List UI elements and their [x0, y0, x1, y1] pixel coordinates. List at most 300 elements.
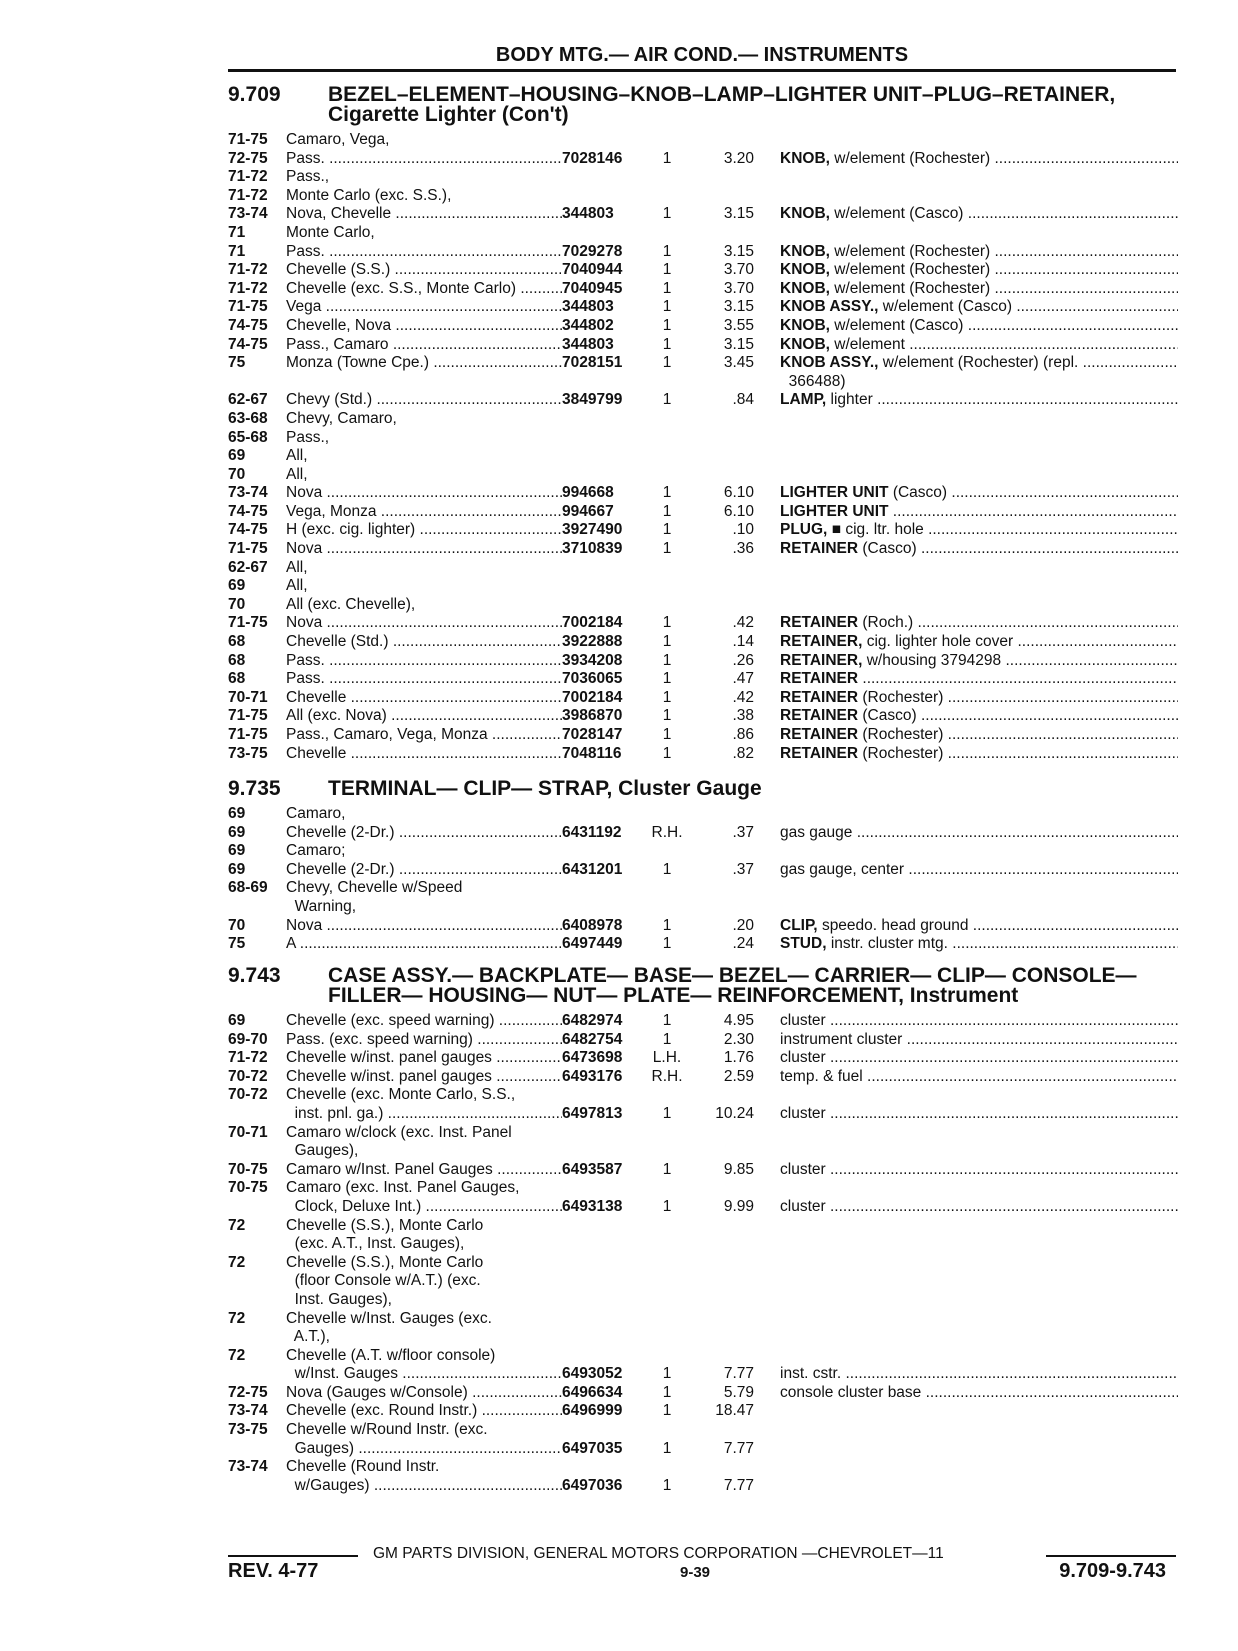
- application: Nova .....: [286, 540, 562, 559]
- part-detail: gas gauge, center: [780, 860, 905, 878]
- description: [780, 1161, 1178, 1180]
- price: .84: [732, 391, 754, 409]
- part-row: [228, 1124, 1178, 1143]
- part-row: [228, 429, 1178, 448]
- part-row: [228, 745, 1178, 764]
- model-years: 69: [228, 447, 246, 465]
- price: 3.45: [723, 354, 754, 372]
- price: 6.10: [723, 502, 754, 520]
- part-number: 7028151: [562, 354, 623, 372]
- part-number: [562, 1142, 648, 1161]
- application: Clock, Deluxe Int.) .....: [286, 1198, 562, 1217]
- part-detail: w/element (Casco): [834, 205, 964, 223]
- description: [780, 391, 1178, 410]
- part-row: [228, 1179, 1178, 1198]
- part-detail: w/element (Rochester): [834, 149, 991, 167]
- quantity: [648, 1347, 686, 1366]
- part-number: 344803: [562, 335, 614, 353]
- model-years: 74-75: [228, 521, 268, 539]
- part-number: 3849799: [562, 391, 623, 409]
- part-number: [562, 898, 648, 917]
- application: Camaro, Vega,: [286, 131, 390, 148]
- part-detail: cluster: [780, 1012, 826, 1029]
- model-years: 68-69: [228, 879, 268, 897]
- part-name: KNOB,: [780, 316, 830, 334]
- application: inst. pnl. ga.) .....: [286, 1105, 562, 1124]
- part-row: [228, 805, 1178, 824]
- quantity: [648, 1217, 686, 1236]
- section-9709: [228, 85, 1178, 763]
- model-years: 74-75: [228, 316, 268, 334]
- model-years: 70-72: [228, 1067, 268, 1085]
- part-number: [562, 1124, 648, 1143]
- part-row: [228, 726, 1178, 745]
- description: [780, 447, 1178, 466]
- price: .42: [732, 614, 754, 632]
- part-row: [228, 205, 1178, 224]
- description: [780, 1086, 1178, 1105]
- description: [780, 559, 1178, 578]
- description: [780, 521, 1178, 540]
- part-row: [228, 521, 1178, 540]
- price: 18.47: [715, 1402, 754, 1420]
- quantity: [648, 1086, 686, 1105]
- part-number: 7002184: [562, 614, 623, 632]
- part-number: 6497449: [562, 935, 623, 953]
- quantity: [648, 224, 686, 243]
- description: [780, 1347, 1178, 1366]
- part-row: [228, 280, 1178, 299]
- part-name: RETAINER: [780, 707, 859, 725]
- part-number: 6431201: [562, 860, 623, 878]
- quantity: 1: [662, 1383, 672, 1401]
- quantity: [648, 898, 686, 917]
- part-number: 7040945: [562, 279, 623, 297]
- description: [780, 1458, 1178, 1477]
- part-row: [228, 707, 1178, 726]
- price: [686, 596, 754, 615]
- application: All,: [286, 558, 308, 576]
- description: [780, 1402, 1178, 1421]
- application: Chevelle w/Inst. Gauges (exc.: [286, 1309, 492, 1327]
- part-name: KNOB ASSY.,: [780, 298, 879, 316]
- model-years: 72: [228, 1216, 246, 1234]
- part-detail: (Rochester): [862, 744, 944, 762]
- quantity: [648, 168, 686, 187]
- part-row: [228, 131, 1178, 150]
- description: [780, 373, 1178, 392]
- part-name: CLIP,: [780, 916, 818, 934]
- part-row: [228, 1068, 1178, 1087]
- part-detail: inst. cstr.: [780, 1365, 842, 1383]
- part-detail: w/element (Casco): [882, 298, 1013, 316]
- part-name: PLUG,: [780, 521, 828, 539]
- part-row: [228, 168, 1178, 187]
- part-name: RETAINER: [780, 726, 859, 743]
- price: 3.15: [723, 335, 754, 353]
- part-row: [228, 1105, 1178, 1124]
- model-years: 69: [228, 823, 246, 841]
- part-row: [228, 336, 1178, 355]
- price: .36: [732, 540, 754, 558]
- price: 3.15: [723, 298, 754, 316]
- price: [686, 1235, 754, 1254]
- part-number: [562, 879, 648, 898]
- part-row: [228, 1049, 1178, 1068]
- part-row: [228, 1328, 1178, 1347]
- quantity: [648, 429, 686, 448]
- part-number: [562, 1458, 648, 1477]
- application: Pass., Camaro .....: [286, 336, 562, 355]
- application: All,: [286, 465, 308, 483]
- description: [780, 336, 1178, 355]
- price: .42: [732, 688, 754, 706]
- description: [780, 1012, 1178, 1031]
- quantity: [648, 1291, 686, 1310]
- part-row: [228, 503, 1178, 522]
- quantity: [648, 1142, 686, 1161]
- section-9735: [228, 779, 1178, 954]
- price: [686, 1124, 754, 1143]
- part-number: [562, 805, 648, 824]
- description: [780, 1235, 1178, 1254]
- application: Chevelle (S.S.), Monte Carlo: [286, 1253, 484, 1271]
- model-years: 72: [228, 1309, 246, 1327]
- price: [686, 429, 754, 448]
- price: .14: [732, 633, 754, 651]
- part-row: [228, 842, 1178, 861]
- price: .20: [732, 916, 754, 934]
- application: Chevelle (Round Instr.: [286, 1458, 440, 1476]
- model-years: 73-75: [228, 1421, 268, 1439]
- description: [780, 466, 1178, 485]
- model-years: 69: [228, 577, 246, 595]
- part-name: RETAINER: [780, 688, 859, 706]
- part-row: [228, 652, 1178, 671]
- quantity: L.H.: [652, 1049, 682, 1067]
- model-years: 71: [228, 242, 246, 260]
- price: [686, 1421, 754, 1440]
- part-detail: (Casco): [862, 707, 917, 725]
- model-years: [228, 1272, 286, 1291]
- quantity: 1: [662, 744, 672, 762]
- part-number: 6497813: [562, 1104, 623, 1122]
- quantity: 1: [662, 633, 672, 651]
- price: 10.24: [715, 1104, 754, 1122]
- price: [686, 1254, 754, 1273]
- application: Inst. Gauges),: [286, 1290, 392, 1308]
- section-title: [228, 966, 1178, 1006]
- description: [780, 670, 1178, 689]
- part-name: KNOB,: [780, 279, 830, 297]
- part-row: [228, 1477, 1178, 1496]
- description: [780, 243, 1178, 262]
- application: Vega .....: [286, 298, 562, 317]
- application: Chevelle (2-Dr.) .....: [286, 824, 562, 843]
- part-row: [228, 633, 1178, 652]
- model-years: [228, 898, 286, 917]
- application: Camaro,: [286, 805, 346, 822]
- model-years: 71-72: [228, 1049, 268, 1067]
- part-number: [562, 1310, 648, 1329]
- part-row: [228, 1421, 1178, 1440]
- price: 3.70: [723, 279, 754, 297]
- quantity: 1: [662, 540, 672, 558]
- description: [780, 224, 1178, 243]
- price: [686, 1310, 754, 1329]
- application: Chevelle (Std.) .....: [286, 633, 562, 652]
- model-years: 71: [228, 223, 246, 241]
- description: [780, 917, 1178, 936]
- quantity: 1: [662, 1030, 672, 1048]
- part-detail: w/element (Rochester) (repl.: [882, 354, 1079, 372]
- part-number: 6497036: [562, 1476, 623, 1494]
- model-years: 73-75: [228, 744, 268, 762]
- description: [780, 614, 1178, 633]
- application: Camaro w/clock (exc. Inst. Panel: [286, 1123, 512, 1141]
- application: Camaro w/Inst. Panel Gauges .....: [286, 1161, 562, 1180]
- part-row: [228, 1365, 1178, 1384]
- part-number: 6497035: [562, 1439, 623, 1457]
- application: Nova (Gauges w/Console) .....: [286, 1384, 562, 1403]
- application: Chevelle (S.S.) .....: [286, 261, 562, 280]
- part-name: RETAINER,: [780, 651, 863, 669]
- part-name: RETAINER,: [780, 633, 863, 651]
- part-row: [228, 1161, 1178, 1180]
- model-years: 70: [228, 916, 246, 934]
- quantity: [648, 1458, 686, 1477]
- quantity: 1: [662, 502, 672, 520]
- description: [780, 1254, 1178, 1273]
- application: Chevelle, Nova .....: [286, 317, 562, 336]
- application: (floor Console w/A.T.) (exc.: [286, 1272, 481, 1290]
- part-row: [228, 917, 1178, 936]
- price: 7.77: [723, 1439, 754, 1457]
- model-years: [228, 1477, 286, 1496]
- description: [780, 1198, 1178, 1217]
- part-detail: gas gauge: [780, 823, 853, 841]
- application: Monza (Towne Cpe.) .....: [286, 354, 562, 373]
- section-9743: [228, 966, 1178, 1495]
- part-number: 6482974: [562, 1012, 623, 1029]
- part-number: [562, 1291, 648, 1310]
- model-years: 71-72: [228, 279, 268, 297]
- part-row: [228, 261, 1178, 280]
- part-detail: cluster: [780, 1197, 826, 1215]
- part-detail: w/element (Rochester): [834, 242, 991, 260]
- price: [686, 447, 754, 466]
- part-name: RETAINER: [780, 614, 859, 632]
- part-number: [562, 373, 648, 392]
- model-years: [228, 1142, 286, 1161]
- application: Nova .....: [286, 484, 562, 503]
- application: Chevelle (2-Dr.) .....: [286, 861, 562, 880]
- description: [780, 805, 1178, 824]
- quantity: 1: [662, 935, 672, 953]
- part-number: [562, 429, 648, 448]
- quantity: [648, 1254, 686, 1273]
- description: [780, 1049, 1178, 1068]
- part-row: [228, 150, 1178, 169]
- part-number: [562, 410, 648, 429]
- parts-list: [228, 1012, 1178, 1495]
- model-years: 73-74: [228, 1402, 268, 1420]
- application: Monte Carlo (exc. S.S.),: [286, 186, 452, 204]
- quantity: 1: [662, 298, 672, 316]
- part-row: [228, 1458, 1178, 1477]
- description: [780, 1477, 1178, 1496]
- part-row: [228, 1310, 1178, 1329]
- price: 3.15: [723, 205, 754, 223]
- description: [780, 1142, 1178, 1161]
- application: Chevelle w/inst. panel gauges .....: [286, 1049, 562, 1068]
- model-years: 69-70: [228, 1030, 268, 1048]
- description: [780, 1068, 1178, 1087]
- quantity: 1: [662, 316, 672, 334]
- model-years: 75: [228, 935, 246, 953]
- price: 1.76: [723, 1049, 754, 1067]
- quantity: 1: [662, 1439, 672, 1457]
- application: w/Inst. Gauges .....: [286, 1365, 562, 1384]
- price: [686, 1142, 754, 1161]
- quantity: 1: [662, 614, 672, 632]
- price: .86: [732, 726, 754, 743]
- quantity: 1: [662, 521, 672, 539]
- model-years: 72: [228, 1253, 246, 1271]
- description: [780, 824, 1178, 843]
- quantity: R.H.: [651, 1067, 683, 1085]
- part-row: [228, 447, 1178, 466]
- price: 9.85: [723, 1160, 754, 1178]
- quantity: 1: [662, 1012, 672, 1029]
- model-years: 71-75: [228, 540, 268, 558]
- part-row: [228, 1235, 1178, 1254]
- quantity: 1: [662, 391, 672, 409]
- quantity: 1: [662, 354, 672, 372]
- part-number: [562, 1328, 648, 1347]
- model-years: 68: [228, 670, 246, 688]
- quantity: [648, 559, 686, 578]
- section-heading: CASE ASSY.— BACKPLATE— BASE— BEZEL— CARRIER— CLIP— CONSOLE— FILLER— HOUSING— NUT— PLATE— REINFORCEMENT, Instrument: [328, 964, 1137, 1007]
- part-number: [562, 577, 648, 596]
- part-number: [562, 447, 648, 466]
- application: H (exc. cig. lighter) .....: [286, 521, 562, 540]
- description: [780, 298, 1178, 317]
- part-name: RETAINER: [780, 744, 859, 762]
- part-detail: console cluster base: [780, 1383, 922, 1401]
- part-name: KNOB,: [780, 261, 830, 279]
- part-number: 6496634: [562, 1383, 623, 1401]
- part-number: [562, 1347, 648, 1366]
- part-row: [228, 354, 1178, 373]
- model-years: [228, 1365, 286, 1384]
- quantity: [648, 1328, 686, 1347]
- price: .47: [732, 670, 754, 688]
- application: Warning,: [286, 897, 357, 915]
- description: [780, 577, 1178, 596]
- part-detail: cluster: [780, 1104, 826, 1122]
- description: [780, 484, 1178, 503]
- model-years: 71-72: [228, 261, 268, 279]
- description: [780, 205, 1178, 224]
- part-row: [228, 1254, 1178, 1273]
- section-title: [228, 85, 1178, 125]
- description: [780, 429, 1178, 448]
- part-number: 3922888: [562, 633, 623, 651]
- model-years: [228, 1198, 286, 1217]
- model-years: 73-74: [228, 205, 268, 223]
- part-name: KNOB,: [780, 205, 830, 223]
- part-number: [562, 1272, 648, 1291]
- part-number: 7002184: [562, 688, 623, 706]
- model-years: 71-75: [228, 726, 268, 743]
- part-row: [228, 614, 1178, 633]
- price: 4.95: [723, 1012, 754, 1029]
- description: [780, 168, 1178, 187]
- part-number: 6408978: [562, 916, 623, 934]
- application: All (exc. Nova) .....: [286, 707, 562, 726]
- description: [780, 1328, 1178, 1347]
- part-row: [228, 484, 1178, 503]
- description: [780, 707, 1178, 726]
- description: [780, 1031, 1178, 1050]
- part-number: 6473698: [562, 1049, 623, 1067]
- model-years: 63-68: [228, 409, 268, 427]
- model-years: 70-75: [228, 1179, 268, 1197]
- part-detail: temp. & fuel: [780, 1067, 863, 1085]
- application: Chevelle (S.S.), Monte Carlo: [286, 1216, 484, 1234]
- description: [780, 187, 1178, 206]
- quantity: [648, 1124, 686, 1143]
- description: [780, 280, 1178, 299]
- part-row: [228, 1440, 1178, 1459]
- application: Camaro;: [286, 842, 346, 860]
- quantity: 1: [662, 279, 672, 297]
- application: Pass., Camaro, Vega, Monza .....: [286, 726, 562, 745]
- application: Pass. (exc. speed warning) .....: [286, 1031, 562, 1050]
- description: [780, 861, 1178, 880]
- application: Camaro (exc. Inst. Panel Gauges,: [286, 1179, 520, 1197]
- part-row: [228, 861, 1178, 880]
- description: [780, 935, 1178, 954]
- description: [780, 1217, 1178, 1236]
- quantity: 1: [662, 1476, 672, 1494]
- part-number: 7029278: [562, 242, 623, 260]
- application: (exc. A.T., Inst. Gauges),: [286, 1235, 465, 1253]
- model-years: 71-75: [228, 614, 268, 632]
- part-detail: cluster: [780, 1049, 826, 1067]
- application: Vega, Monza .....: [286, 503, 562, 522]
- quantity: 1: [662, 670, 672, 688]
- part-row: [228, 410, 1178, 429]
- price: 5.79: [723, 1383, 754, 1401]
- model-years: [228, 1291, 286, 1310]
- part-row: [228, 187, 1178, 206]
- quantity: [648, 1421, 686, 1440]
- part-row: [228, 1291, 1178, 1310]
- part-row: [228, 224, 1178, 243]
- part-name: KNOB,: [780, 335, 830, 353]
- price: [686, 466, 754, 485]
- application: Pass. .....: [286, 243, 562, 262]
- part-number: 6493052: [562, 1365, 623, 1383]
- description: [780, 131, 1178, 150]
- model-years: [228, 373, 286, 392]
- application: Chevelle w/Round Instr. (exc.: [286, 1421, 488, 1439]
- description: [780, 503, 1178, 522]
- part-number: [562, 1254, 648, 1273]
- price: .82: [732, 744, 754, 762]
